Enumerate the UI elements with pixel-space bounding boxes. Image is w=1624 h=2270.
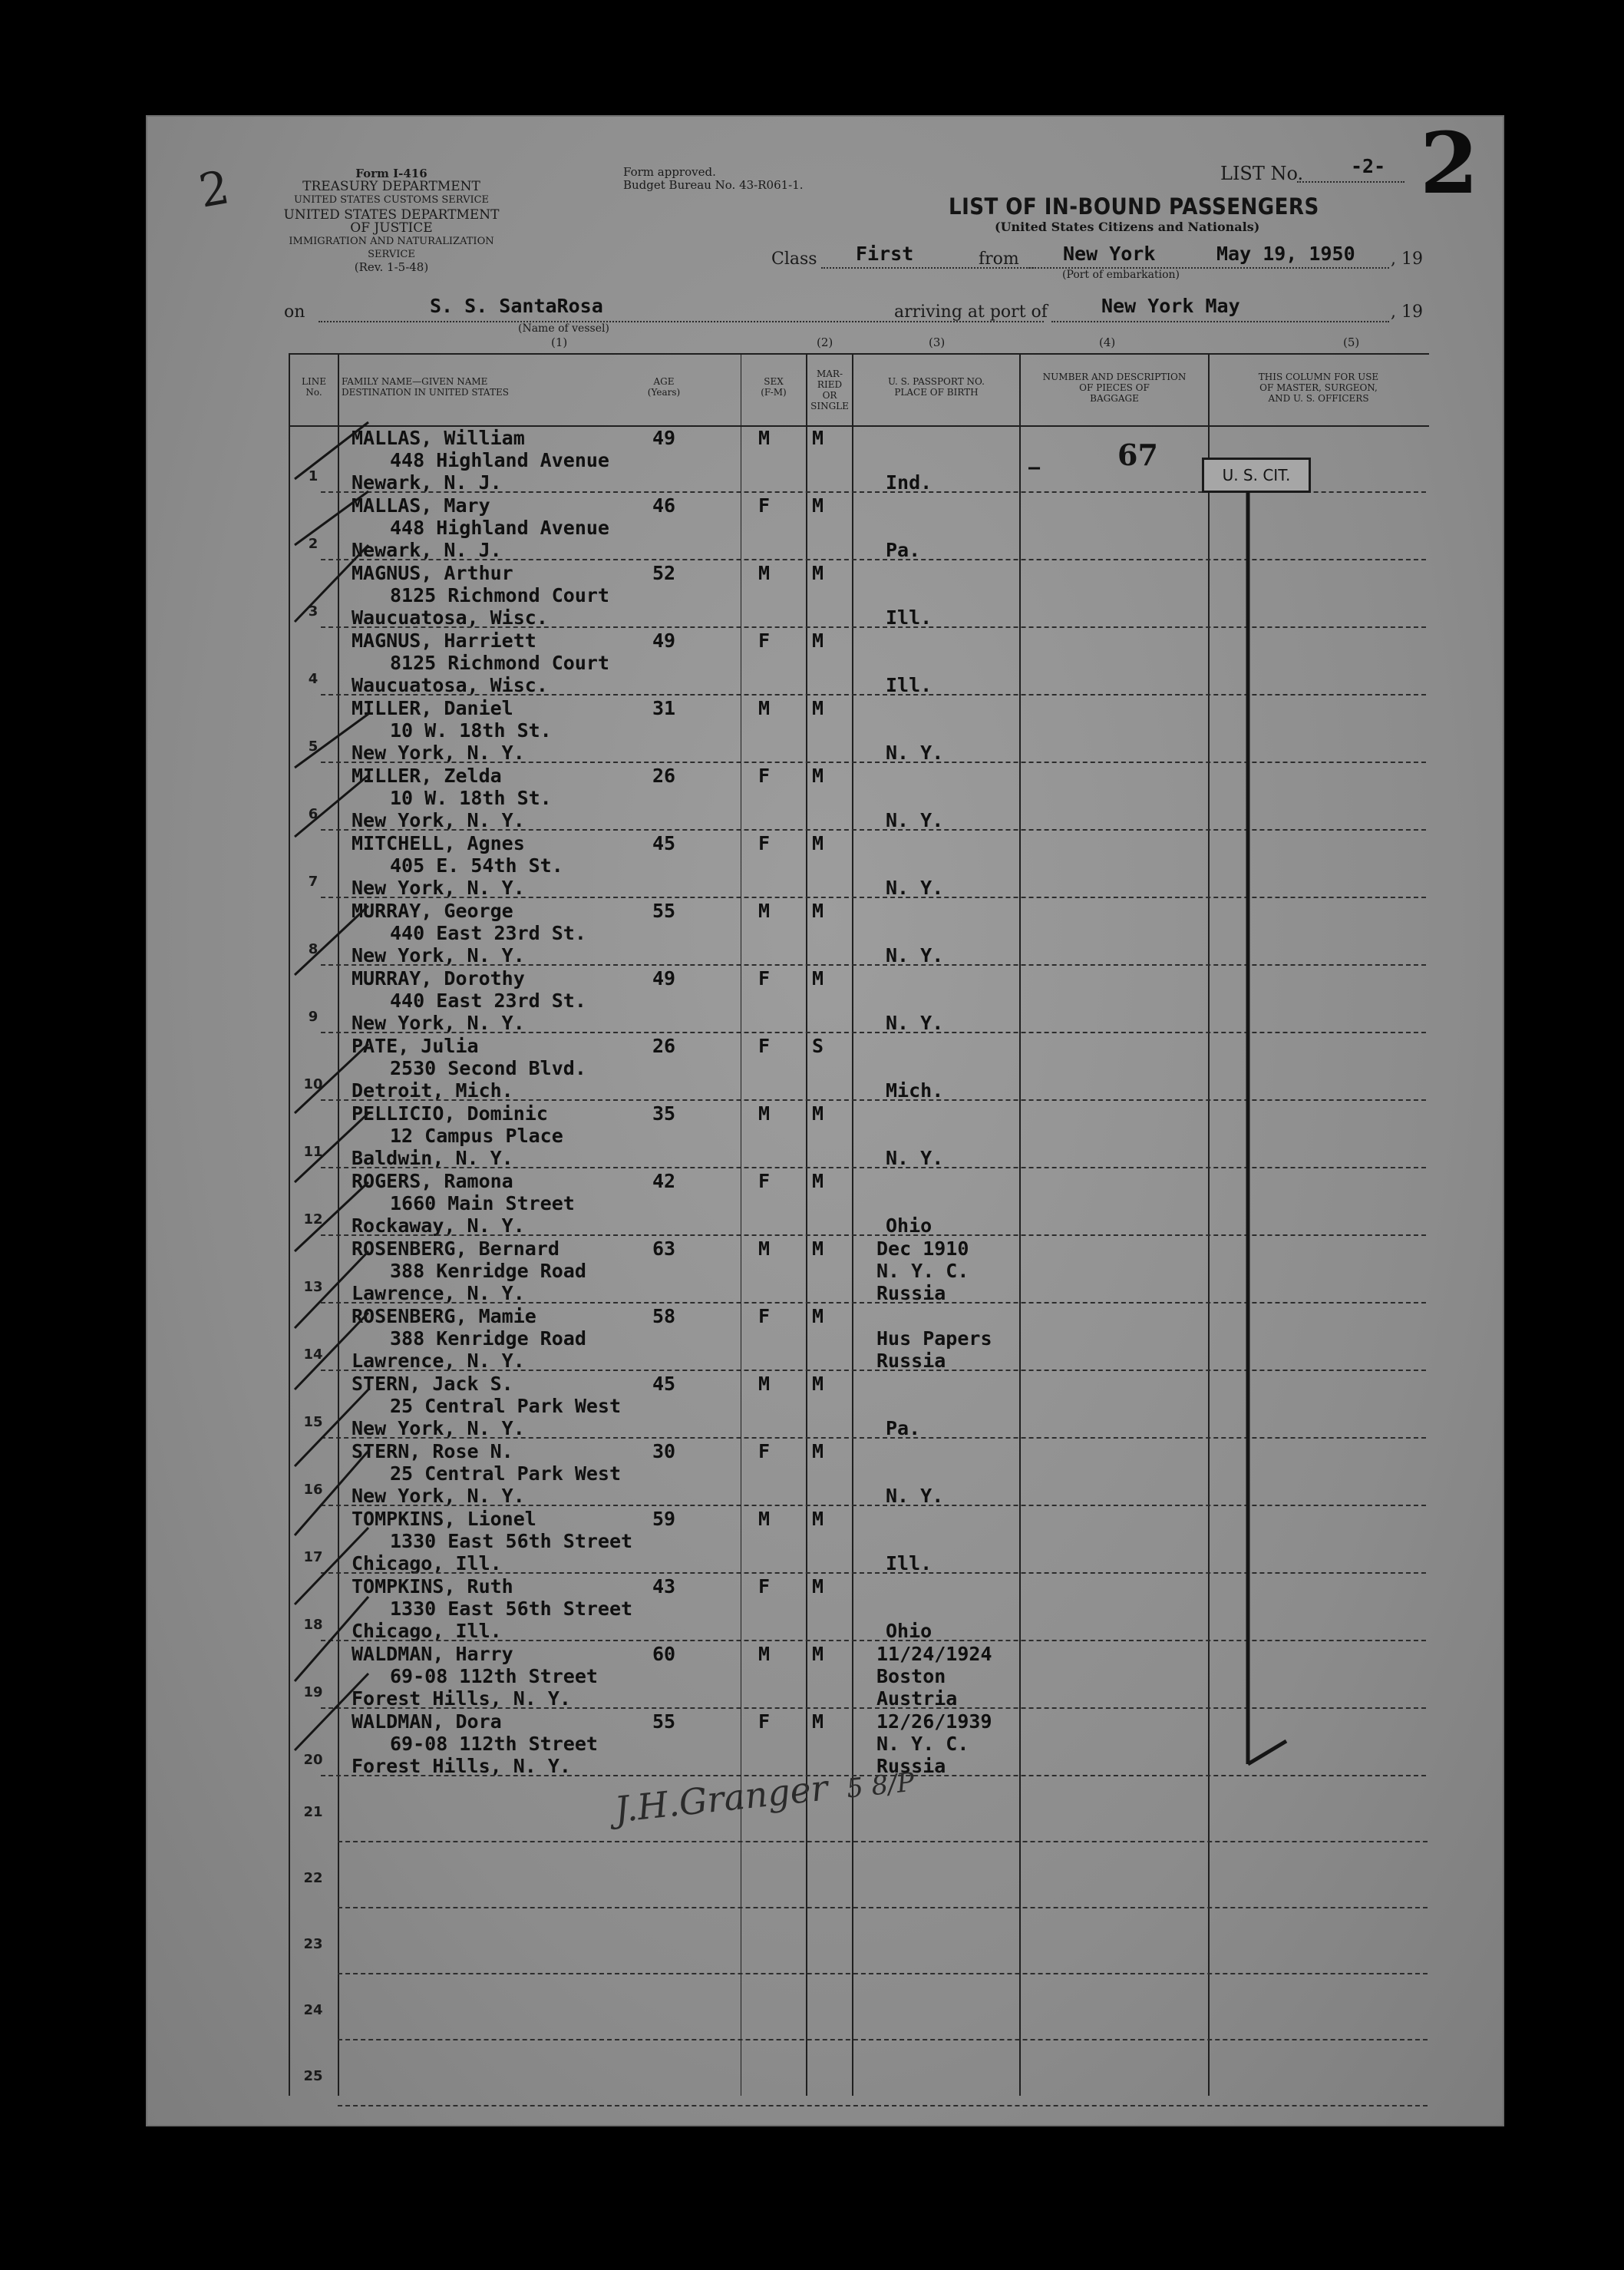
passenger-name: STERN, Rose N. (352, 1440, 513, 1462)
line-number: 12 (303, 1211, 323, 1228)
passenger-address-1: 388 Kenridge Road (390, 1327, 586, 1350)
passenger-manifest-page (146, 115, 1504, 2126)
passport-birth-3: N. Y. (886, 742, 944, 764)
arrival-line (1051, 321, 1389, 322)
passenger-name: ROGERS, Ramona (352, 1170, 513, 1192)
line-number: 10 (303, 1076, 323, 1092)
line-number: 25 (303, 2068, 323, 2084)
budget-bureau: Budget Bureau No. 43-R061-1. (623, 178, 804, 192)
line-number: 1 (308, 468, 319, 484)
passenger-sex: F (758, 629, 771, 652)
passenger-sex: M (758, 1237, 771, 1260)
passenger-name: MAGNUS, Harriett (352, 629, 536, 652)
line-number: 24 (303, 2002, 323, 2018)
passenger-row (146, 1641, 1504, 1709)
baggage-count: 67 (1117, 438, 1158, 472)
passenger-address-2: Newark, N. J. (352, 471, 502, 494)
from-value: New York (1063, 243, 1156, 265)
hdr-age: AGE (Years) (647, 376, 681, 398)
passenger-row (146, 1101, 1504, 1168)
passenger-marital: M (812, 697, 824, 719)
passenger-age: 60 (652, 1643, 676, 1665)
passenger-address-2: New York, N. Y. (352, 1485, 525, 1507)
passenger-row (146, 898, 1504, 966)
big-list-number: 2 (1420, 114, 1479, 213)
passenger-address-2: New York, N. Y. (352, 809, 525, 831)
line-number: 2 (308, 536, 319, 552)
passenger-sex: F (758, 765, 771, 787)
passport-birth-3: N. Y. (886, 1147, 944, 1169)
passport-birth-3: Russia (876, 1755, 946, 1777)
passenger-name: PELLICIO, Dominic (352, 1102, 548, 1125)
passenger-sex: F (758, 832, 771, 854)
passenger-marital: M (812, 427, 824, 449)
passenger-row (146, 493, 1504, 560)
passenger-address-1: 69-08 112th Street (390, 1733, 598, 1755)
page-subtitle: (United States Citizens and Nationals) (995, 220, 1260, 234)
passenger-row (146, 1574, 1504, 1641)
list-no-line (1297, 181, 1404, 183)
passenger-sex: F (758, 1170, 771, 1192)
passenger-marital: M (812, 1170, 824, 1192)
line-number: 5 (308, 738, 319, 755)
hdr-officers: THIS COLUMN FOR USE OF MASTER, SURGEON, AND U. S. OFFICERS (1258, 372, 1379, 404)
passenger-name: ROSENBERG, Mamie (352, 1305, 536, 1327)
line-number: 17 (303, 1549, 323, 1565)
passport-birth-3: Ind. (886, 471, 932, 494)
passenger-address-1: 405 E. 54th St. (390, 854, 563, 877)
passenger-age: 35 (652, 1102, 676, 1125)
passenger-address-2: Waucuatosa, Wisc. (352, 606, 548, 629)
passenger-address-1: 448 Highland Avenue (390, 517, 609, 539)
passenger-marital: M (812, 1440, 824, 1462)
passenger-address-1: 12 Campus Place (390, 1125, 563, 1147)
passenger-age: 52 (652, 562, 676, 584)
passenger-address-2: Baldwin, N. Y. (352, 1147, 513, 1169)
passenger-sex: F (758, 1710, 771, 1733)
passenger-marital: M (812, 1710, 824, 1733)
hdr-family-name: FAMILY NAME—GIVEN NAME DESTINATION IN UNITED STATES (342, 376, 509, 398)
empty-row (146, 2040, 1504, 2106)
passenger-age: 58 (652, 1305, 676, 1327)
passenger-address-1: 388 Kenridge Road (390, 1260, 586, 1282)
passenger-address-2: Waucuatosa, Wisc. (352, 674, 548, 696)
passenger-name: MURRAY, Dorothy (352, 967, 525, 990)
passport-birth-3: Russia (876, 1282, 946, 1304)
arriving-label: arriving at port of (894, 302, 1048, 322)
passenger-marital: M (812, 1508, 824, 1530)
passenger-name: ROSENBERG, Bernard (352, 1237, 559, 1260)
passenger-marital: M (812, 562, 824, 584)
passenger-age: 42 (652, 1170, 676, 1192)
empty-row (146, 1908, 1504, 1974)
line-number: 3 (308, 603, 319, 620)
passenger-row (146, 763, 1504, 831)
arrival-port: New York May (1101, 295, 1240, 317)
passenger-address-1: 1330 East 56th Street (390, 1530, 633, 1552)
vessel-name: S. S. SantaRosa (430, 295, 603, 317)
passenger-address-2: New York, N. Y. (352, 1417, 525, 1439)
passenger-address-1: 25 Central Park West (390, 1395, 622, 1417)
signature-text: J.H.Granger (612, 1766, 830, 1831)
passenger-name: MALLAS, William (352, 427, 525, 449)
passenger-address-2: New York, N. Y. (352, 742, 525, 764)
from-label: from (979, 249, 1019, 269)
hdr-passport: U. S. PASSPORT NO. PLACE OF BIRTH (888, 376, 985, 398)
passport-birth-3: Mich. (886, 1079, 944, 1102)
list-no-label: LIST No. (1220, 163, 1304, 184)
passenger-marital: S (812, 1035, 824, 1057)
empty-row (146, 1842, 1504, 1908)
list-no-value: -2- (1351, 155, 1386, 177)
passenger-name: WALDMAN, Harry (352, 1643, 513, 1665)
passenger-address-2: Detroit, Mich. (352, 1079, 513, 1102)
passenger-sex: F (758, 494, 771, 517)
immigration-label: IMMIGRATION AND NATURALIZATION SERVICE (289, 236, 494, 260)
passenger-age: 55 (652, 1710, 676, 1733)
passenger-row (146, 696, 1504, 763)
line-number: 8 (308, 941, 319, 957)
passport-birth-2: N. Y. C. (876, 1733, 969, 1755)
passenger-address-1: 1330 East 56th Street (390, 1598, 633, 1620)
passenger-sex: F (758, 967, 771, 990)
passport-birth-3: Pa. (886, 539, 921, 561)
col-num-5: (5) (1343, 335, 1360, 349)
passenger-address-1: 1660 Main Street (390, 1192, 575, 1214)
passenger-sex: M (758, 697, 771, 719)
passenger-name: MILLER, Zelda (352, 765, 502, 787)
passenger-marital: M (812, 1305, 824, 1327)
passenger-age: 46 (652, 494, 676, 517)
passenger-name: MILLER, Daniel (352, 697, 513, 719)
year-label-2: , 19 (1391, 302, 1423, 322)
passenger-marital: M (812, 1373, 824, 1395)
passenger-row (146, 628, 1504, 696)
col-num-1: (1) (551, 335, 568, 349)
passenger-name: PATE, Julia (352, 1035, 479, 1057)
passenger-age: 43 (652, 1575, 676, 1598)
passenger-row (146, 1304, 1504, 1371)
passenger-name: STERN, Jack S. (352, 1373, 513, 1395)
passenger-name: MALLAS, Mary (352, 494, 490, 517)
col-num-3: (3) (929, 335, 946, 349)
class-value: First (856, 243, 914, 265)
embark-caption: (Port of embarkation) (1062, 269, 1180, 281)
passport-birth-3: Austria (876, 1687, 958, 1710)
passenger-address-2: New York, N. Y. (352, 877, 525, 899)
hdr-line-no: LINE No. (302, 376, 326, 398)
passenger-marital: M (812, 967, 824, 990)
passenger-sex: F (758, 1035, 771, 1057)
passenger-address-2: New York, N. Y. (352, 944, 525, 966)
passport-birth-3: Ohio (886, 1620, 932, 1642)
hdr-baggage: NUMBER AND DESCRIPTION OF PIECES OF BAGGAGE (1042, 372, 1187, 404)
passenger-sex: F (758, 1575, 771, 1598)
line-number: 22 (303, 1870, 323, 1886)
passenger-name: MAGNUS, Arthur (352, 562, 513, 584)
passenger-marital: M (812, 900, 824, 922)
passport-birth-2: N. Y. C. (876, 1260, 969, 1282)
line-number: 16 (303, 1482, 323, 1498)
passenger-row (146, 1439, 1504, 1506)
passenger-sex: M (758, 1643, 771, 1665)
passenger-address-2: Newark, N. J. (352, 539, 502, 561)
passenger-marital: M (812, 832, 824, 854)
passenger-sex: M (758, 900, 771, 922)
passenger-address-2: Forest Hills, N. Y. (352, 1755, 571, 1777)
col-num-4: (4) (1099, 335, 1116, 349)
passenger-age: 55 (652, 900, 676, 922)
treasury-label: TREASURY DEPARTMENT (302, 179, 480, 194)
passenger-age: 26 (652, 1035, 676, 1057)
passenger-address-1: 25 Central Park West (390, 1462, 622, 1485)
passenger-marital: M (812, 1102, 824, 1125)
passenger-sex: M (758, 427, 771, 449)
line-number: 21 (303, 1804, 323, 1820)
line-number: 14 (303, 1346, 323, 1363)
passenger-age: 31 (652, 697, 676, 719)
passenger-row (146, 1236, 1504, 1304)
passenger-age: 45 (652, 1373, 676, 1395)
passenger-age: 49 (652, 427, 676, 449)
line-number: 13 (303, 1279, 323, 1295)
passenger-address-1: 10 W. 18th St. (390, 787, 552, 809)
passenger-sex: M (758, 1102, 771, 1125)
passenger-address-2: Chicago, Ill. (352, 1552, 502, 1574)
passenger-marital: M (812, 629, 824, 652)
customs-label: UNITED STATES CUSTOMS SERVICE (293, 194, 490, 206)
passport-birth-3: N. Y. (886, 809, 944, 831)
row-divider (338, 2105, 1428, 2106)
passenger-sex: M (758, 562, 771, 584)
passenger-row (146, 1168, 1504, 1236)
vessel-caption: (Name of vessel) (518, 322, 609, 335)
passenger-address-1: 440 East 23rd St. (390, 990, 586, 1012)
form-approved: Form approved. (623, 165, 716, 179)
col-num-2: (2) (817, 335, 833, 349)
line-number: 7 (308, 874, 319, 890)
passport-birth-2: Boston (876, 1665, 946, 1687)
passenger-address-1: 8125 Richmond Court (390, 652, 609, 674)
passenger-sex: M (758, 1508, 771, 1530)
passenger-address-1: 440 East 23rd St. (390, 922, 586, 944)
passenger-marital: M (812, 494, 824, 517)
passenger-address-1: 10 W. 18th St. (390, 719, 552, 742)
passenger-address-1: 448 Highland Avenue (390, 449, 609, 471)
passenger-age: 63 (652, 1237, 676, 1260)
form-agency-block (276, 167, 507, 207)
passenger-name: MURRAY, George (352, 900, 513, 922)
line-number: 4 (308, 671, 319, 687)
baggage-dash: – (1028, 456, 1041, 478)
passenger-marital: M (812, 1643, 824, 1665)
justice-block (276, 209, 507, 274)
passport-birth-3: Ill. (886, 1552, 932, 1574)
passenger-age: 49 (652, 967, 676, 990)
on-label: on (284, 302, 305, 322)
passport-birth-2: Hus Papers (876, 1327, 992, 1350)
line-number: 20 (303, 1752, 323, 1768)
line-number: 19 (303, 1684, 323, 1700)
line-number: 9 (308, 1009, 319, 1025)
approval-block (623, 166, 804, 192)
line-number: 6 (308, 806, 319, 822)
passenger-address-2: Chicago, Ill. (352, 1620, 502, 1642)
passenger-row (146, 831, 1504, 898)
passenger-address-1: 8125 Richmond Court (390, 584, 609, 606)
table-top-border (289, 353, 1429, 355)
passenger-name: WALDMAN, Dora (352, 1710, 502, 1733)
passenger-age: 49 (652, 629, 676, 652)
justice-label: UNITED STATES DEPARTMENT OF JUSTICE (283, 207, 500, 236)
passenger-age: 45 (652, 832, 676, 854)
passport-birth-3: Ill. (886, 606, 932, 629)
passenger-address-1: 2530 Second Blvd. (390, 1057, 586, 1079)
passport-birth-1: 11/24/1924 (876, 1643, 992, 1665)
passport-birth-1: Dec 1910 (876, 1237, 969, 1260)
class-label: Class (771, 249, 817, 269)
passenger-marital: M (812, 1237, 824, 1260)
passenger-age: 26 (652, 765, 676, 787)
signature-note: 5 8/P (845, 1766, 916, 1805)
line-number: 23 (303, 1936, 323, 1952)
us-citizen-stamp: U. S. CIT. (1202, 458, 1311, 493)
passenger-address-2: Lawrence, N. Y. (352, 1350, 525, 1372)
passenger-address-2: Forest Hills, N. Y. (352, 1687, 571, 1710)
hdr-married: MAR- RIED OR SINGLE (810, 368, 849, 411)
passenger-address-1: 69-08 112th Street (390, 1665, 598, 1687)
departure-date: May 19, 1950 (1216, 243, 1355, 265)
passenger-address-2: Lawrence, N. Y. (352, 1282, 525, 1304)
passenger-marital: M (812, 1575, 824, 1598)
passport-birth-1: 12/26/1939 (876, 1710, 992, 1733)
passport-birth-3: Russia (876, 1350, 946, 1372)
passenger-row (146, 1371, 1504, 1439)
passenger-row (146, 1506, 1504, 1574)
passenger-address-2: Rockaway, N. Y. (352, 1214, 525, 1237)
passenger-name: MITCHELL, Agnes (352, 832, 525, 854)
passenger-name: TOMPKINS, Lionel (352, 1508, 536, 1530)
passport-birth-3: N. Y. (886, 877, 944, 899)
passport-birth-3: N. Y. (886, 1485, 944, 1507)
passenger-age: 59 (652, 1508, 676, 1530)
passenger-row (146, 966, 1504, 1033)
year-label: , 19 (1391, 249, 1423, 269)
passport-birth-3: Ill. (886, 674, 932, 696)
passenger-sex: M (758, 1373, 771, 1395)
line-number: 18 (303, 1617, 323, 1633)
line-number: 11 (303, 1144, 323, 1160)
line-number: 15 (303, 1414, 323, 1430)
empty-row (146, 1974, 1504, 2040)
passenger-row (146, 1033, 1504, 1101)
passenger-name: TOMPKINS, Ruth (352, 1575, 513, 1598)
passenger-row (146, 560, 1504, 628)
revision-label: (Rev. 1-5-48) (354, 260, 429, 274)
passenger-sex: F (758, 1305, 771, 1327)
hdr-sex: SEX (F-M) (761, 376, 787, 398)
passenger-sex: F (758, 1440, 771, 1462)
corner-mark: 2 (195, 160, 233, 219)
passenger-age: 30 (652, 1440, 676, 1462)
passenger-address-2: New York, N. Y. (352, 1012, 525, 1034)
passport-birth-3: Pa. (886, 1417, 921, 1439)
passport-birth-3: N. Y. (886, 944, 944, 966)
passport-birth-3: Ohio (886, 1214, 932, 1237)
passenger-marital: M (812, 765, 824, 787)
form-number: Form I-416 (355, 167, 427, 180)
page-title: LIST OF IN-BOUND PASSENGERS (949, 193, 1319, 220)
passport-birth-3: N. Y. (886, 1012, 944, 1034)
